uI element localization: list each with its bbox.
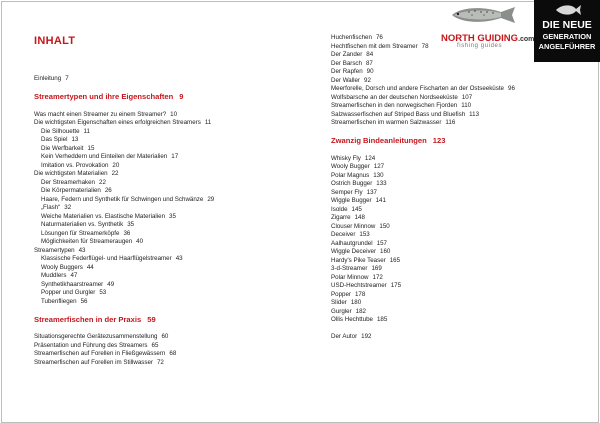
- toc-entry: [331, 111, 591, 120]
- toc-entry-page-number: 87: [365, 59, 373, 67]
- toc-entry-page-number: 13: [71, 136, 79, 143]
- toc-entry-page-number: 180: [350, 299, 362, 306]
- toc-entry-title: Clouser Minnow: [331, 222, 376, 230]
- toc-entry-page-number: 11: [204, 119, 212, 126]
- toc-entry-title: „Flash“: [41, 204, 61, 211]
- toc-entry-page-number: 53: [99, 289, 107, 296]
- toc-entry: [34, 350, 284, 359]
- toc-entry: [34, 213, 284, 222]
- toc-entry: [34, 128, 284, 137]
- toc-entry: [331, 77, 591, 86]
- toc-entry-title: Gurgler: [331, 307, 352, 315]
- toc-entry-page-number: 72: [156, 358, 164, 366]
- toc-entry-title: Hardy's Pike Teaser: [331, 256, 386, 264]
- toc-entry-page-number: 127: [373, 163, 385, 170]
- spacer: [331, 128, 591, 137]
- toc-entry-page-number: 60: [161, 333, 169, 340]
- toc-entry-page-number: 76: [375, 34, 383, 41]
- toc-entry: [331, 85, 591, 94]
- toc-entry-title: Die wichtigsten Eigenschaften eines erfolgreichen Streamers: [34, 119, 201, 126]
- toc-entry-title: Streamerfischen auf Forellen im Stillwasser: [34, 358, 153, 366]
- toc-entry-page-number: 169: [371, 265, 382, 272]
- toc-entry: [331, 248, 591, 257]
- toc-entry-title: Der Autor: [331, 333, 358, 340]
- toc-entry-page-number: 29: [207, 195, 215, 203]
- toc-entry: [331, 231, 591, 240]
- toc-entry: [331, 308, 591, 317]
- toc-entry: [331, 51, 591, 60]
- toc-entry-title: Weiche Materialien vs. Elastische Materialien: [41, 212, 166, 220]
- toc-entry-page-number: 78: [421, 42, 429, 50]
- toc-entry: [34, 247, 284, 256]
- toc-entry-page-number: 22: [111, 170, 119, 177]
- toc-entry-page-number: 113: [469, 110, 480, 118]
- toc-entry: [331, 180, 591, 189]
- toc-entry: [34, 281, 284, 290]
- toc-entry: [331, 172, 591, 181]
- toc-entry-page-number: 160: [380, 248, 391, 255]
- toc-entry-title: Streamertypen: [34, 246, 75, 254]
- toc-entry-page-number: 153: [359, 231, 370, 238]
- toc-entry-title: Aalhautgrundel: [331, 239, 373, 247]
- toc-entry-title: Meerforelle, Dorsch und andere Fischarten an der Ostseeküste: [331, 85, 504, 92]
- toc-entry-title: Polar Minnow: [331, 273, 369, 281]
- toc-entry-page-number: 47: [70, 272, 78, 279]
- toc-entry: [331, 240, 591, 249]
- toc-entry: [331, 43, 591, 52]
- toc-entry-title: Streamerfischen in den norwegischen Fjorden: [331, 102, 458, 109]
- toc-entry: [331, 60, 591, 69]
- spacer: [331, 325, 591, 334]
- toc-entry: [331, 163, 591, 172]
- toc-entry-page-number: 175: [390, 282, 402, 289]
- toc-entry-page-number: 22: [99, 178, 106, 186]
- section-title: Zwanzig Bindeanleitungen: [331, 136, 427, 145]
- toc-entry-title: Popper: [331, 290, 351, 298]
- toc-entry-title: 3-d-Streamer: [331, 265, 368, 272]
- toc-entry-title: Semper Fly: [331, 188, 363, 196]
- spacer: [34, 306, 284, 315]
- toc-entry-page-number: 182: [355, 307, 366, 315]
- toc-entry: [34, 145, 284, 154]
- toc-entry-title: Huchenfischen: [331, 34, 372, 41]
- toc-left-column: [34, 75, 284, 367]
- toc-entry-page-number: 35: [127, 221, 135, 228]
- toc-entry-page-number: 11: [83, 127, 90, 135]
- toc-entry: [34, 111, 284, 120]
- toc-right-column: [331, 34, 591, 342]
- toc-entry-page-number: 157: [376, 239, 387, 247]
- toc-entry: [34, 162, 284, 171]
- logo-line-1: DIE NEUE: [542, 19, 592, 31]
- toc-entry-page-number: 133: [376, 180, 387, 187]
- toc-entry-title: Wiggle Bugger: [331, 197, 372, 204]
- toc-entry: [331, 265, 591, 274]
- northguiding-logo-title: NORTH GUIDING.com: [441, 33, 535, 44]
- toc-entry-title: Imitation vs. Provokation: [41, 161, 109, 169]
- spacer: [34, 325, 284, 334]
- toc-entry: [34, 342, 284, 351]
- toc-entry-title: Popper und Gurgler: [41, 289, 96, 296]
- toc-entry-page-number: 150: [379, 222, 390, 230]
- toc-entry: [34, 153, 284, 162]
- toc-entry-page-number: 172: [372, 273, 383, 281]
- toc-entry-page-number: 20: [112, 161, 120, 169]
- toc-entry: [34, 136, 284, 145]
- toc-entry-page-number: 92: [364, 76, 371, 84]
- toc-entry-page-number: 90: [366, 68, 374, 75]
- toc-entry-title: Zigarre: [331, 214, 351, 221]
- toc-entry-title: Deceiver: [331, 231, 356, 238]
- toc-entry-page-number: 68: [169, 350, 177, 357]
- toc-entry: [331, 94, 591, 103]
- toc-entry-page-number: 107: [461, 93, 473, 101]
- toc-entry: [331, 189, 591, 198]
- toc-entry: [34, 333, 284, 342]
- toc-entry-title: Der Waller: [331, 76, 360, 84]
- toc-entry-page-number: 49: [107, 280, 115, 288]
- toc-entry-page-number: 192: [361, 333, 372, 340]
- section-page-number: 123: [432, 136, 446, 145]
- toc-entry-title: Ostrich Bugger: [331, 180, 373, 187]
- toc-entry-page-number: 43: [78, 246, 86, 254]
- toc-entry-title: Einleitung: [34, 75, 62, 82]
- toc-entry-page-number: 35: [169, 212, 176, 220]
- toc-entry-title: Was macht einen Streamer zu einem Streamer?: [34, 110, 167, 118]
- toc-entry-title: Streamerfischen auf Forellen in Fließgewässern: [34, 350, 166, 357]
- section-page-number: 9: [179, 92, 184, 101]
- toc-entry: [331, 68, 591, 77]
- toc-entry-title: Wolfsbarsche an der deutschen Nordseeküste: [331, 93, 458, 101]
- toc-entry-page-number: 65: [151, 341, 159, 349]
- toc-entry-title: Polar Magnus: [331, 171, 370, 179]
- toc-entry-page-number: 148: [354, 214, 365, 221]
- toc-entry-title: Hechtfischen mit dem Streamer: [331, 42, 418, 50]
- toc-entry-title: Die wichtigsten Materialien: [34, 170, 108, 177]
- toc-entry: [331, 214, 591, 223]
- toc-entry: [34, 204, 284, 213]
- toc-entry: [331, 223, 591, 232]
- toc-entry: [331, 257, 591, 266]
- toc-section-heading: [34, 92, 284, 102]
- toc-entry-page-number: 145: [351, 205, 362, 213]
- toc-section-heading: [331, 136, 591, 146]
- toc-entry: [331, 155, 591, 164]
- toc-entry-title: Synthetikhaarstreamer: [41, 280, 104, 288]
- toc-entry: [34, 359, 284, 368]
- toc-entry-title: Muddlers: [41, 272, 67, 279]
- toc-entry-title: Haare, Federn und Synthetik für Schwingen und Schwänze: [41, 195, 204, 203]
- toc-entry-title: Naturmaterialien vs. Synthetik: [41, 221, 124, 228]
- toc-entry-page-number: 40: [136, 238, 144, 245]
- toc-entry-title: Möglichkeiten für Streameraugen: [41, 238, 133, 245]
- toc-entry: [331, 102, 591, 111]
- toc-entry: [34, 187, 284, 196]
- toc-entry: [331, 119, 591, 128]
- toc-entry-title: Die Werfbarkeit: [41, 144, 84, 152]
- toc-entry-page-number: 96: [508, 85, 515, 92]
- toc-entry-page-number: 7: [65, 75, 69, 82]
- toc-entry-title: Der Zander: [331, 51, 363, 58]
- toc-entry-title: Wooly Bugger: [331, 163, 370, 170]
- toc-entry: [331, 282, 591, 291]
- northguiding-logo-subtitle: fishing guides: [457, 43, 503, 49]
- toc-entry-title: Das Spiel: [41, 136, 68, 143]
- toc-entry: [34, 75, 284, 84]
- toc-entry-title: Streamerfischen im warmen Salzwasser: [331, 119, 442, 126]
- toc-entry-title: Der Barsch: [331, 59, 362, 67]
- section-page-number: 59: [147, 314, 156, 324]
- toc-entry-title: Lösungen für Streamerköpfe: [41, 229, 120, 237]
- toc-entry-page-number: 15: [87, 144, 95, 152]
- spacer: [34, 102, 284, 111]
- toc-entry-title: Die Körpermaterialien: [41, 187, 101, 194]
- toc-entry-page-number: 44: [86, 263, 94, 271]
- toc-entry-title: Ollis Hechttube: [331, 316, 373, 323]
- toc-entry-page-number: 185: [376, 316, 388, 323]
- toc-entry: [331, 34, 591, 43]
- toc-entry-title: Whisky Fly: [331, 154, 361, 162]
- toc-entry: [34, 196, 284, 205]
- toc-entry-title: Wooly Buggers: [41, 263, 83, 271]
- toc-entry: [34, 298, 284, 307]
- toc-entry: [331, 333, 591, 342]
- toc-entry: [34, 170, 284, 179]
- toc-entry-page-number: 56: [80, 297, 88, 305]
- toc-entry: [34, 238, 284, 247]
- toc-entry-title: Salzwasserfischen auf Striped Bass und Bluefish: [331, 110, 466, 118]
- toc-entry-title: Isolde: [331, 205, 348, 213]
- toc-entry-page-number: 116: [445, 119, 456, 126]
- toc-entry: [34, 255, 284, 264]
- spacer: [331, 146, 591, 155]
- toc-entry-title: USD-Hechtstreamer: [331, 282, 387, 289]
- toc-entry-page-number: 124: [364, 154, 376, 162]
- fish-logo-icon: [554, 3, 582, 17]
- toc-entry: [34, 289, 284, 298]
- toc-entry-page-number: 84: [366, 51, 374, 58]
- page-title: INHALT: [34, 35, 76, 47]
- toc-entry-page-number: 110: [461, 102, 472, 109]
- logo-line-2: GENERATION: [542, 32, 592, 41]
- toc-entry-title: Der Streamerhaken: [41, 178, 95, 186]
- toc-entry: [331, 291, 591, 300]
- toc-entry-title: Slider: [331, 299, 347, 306]
- toc-entry-title: Der Rapfen: [331, 68, 363, 75]
- toc-entry: [34, 264, 284, 273]
- toc-entry: [331, 299, 591, 308]
- toc-entry-page-number: 165: [389, 256, 401, 264]
- toc-entry: [331, 206, 591, 215]
- toc-entry: [331, 197, 591, 206]
- toc-entry-title: Wiggle Deceiver: [331, 248, 377, 255]
- toc-entry: [34, 230, 284, 239]
- toc-entry: [331, 316, 591, 325]
- section-title: Streamerfischen in der Praxis: [34, 314, 142, 324]
- toc-entry-page-number: 130: [373, 171, 384, 179]
- toc-entry-title: Tubenfliegen: [41, 297, 77, 305]
- toc-entry-page-number: 36: [123, 229, 131, 237]
- toc-entry-title: Klassische Federflügel- und Haarflügelstreamer: [41, 255, 172, 262]
- toc-entry-title: Kein Verheddern und Einteilen der Materialien: [41, 153, 168, 160]
- toc-entry-page-number: 26: [104, 187, 112, 194]
- section-title: Streamertypen und ihre Eigenschaften: [34, 92, 174, 101]
- toc-entry: [34, 179, 284, 188]
- toc-entry-title: Präsentation und Führung des Streamers: [34, 341, 148, 349]
- toc-entry: [34, 119, 284, 128]
- toc-entry-page-number: 141: [375, 197, 386, 204]
- toc-entry-page-number: 10: [170, 110, 178, 118]
- toc-entry-page-number: 137: [366, 188, 377, 196]
- spacer: [34, 84, 284, 93]
- toc-entry-page-number: 17: [171, 153, 179, 160]
- toc-entry-page-number: 178: [354, 290, 366, 298]
- toc-entry-title: Situationsgerechte Gerätezusammenstellung: [34, 333, 158, 340]
- toc-entry: [34, 221, 284, 230]
- trout-logo-icon: [449, 4, 519, 26]
- toc-entry: [34, 272, 284, 281]
- toc-section-heading: [34, 315, 284, 325]
- toc-entry-page-number: 32: [64, 204, 72, 211]
- logo-line-3: ANGELFÜHRER: [538, 42, 596, 51]
- toc-entry: [331, 274, 591, 283]
- toc-entry-page-number: 43: [175, 255, 183, 262]
- toc-entry-title: Die Silhouette: [41, 127, 80, 135]
